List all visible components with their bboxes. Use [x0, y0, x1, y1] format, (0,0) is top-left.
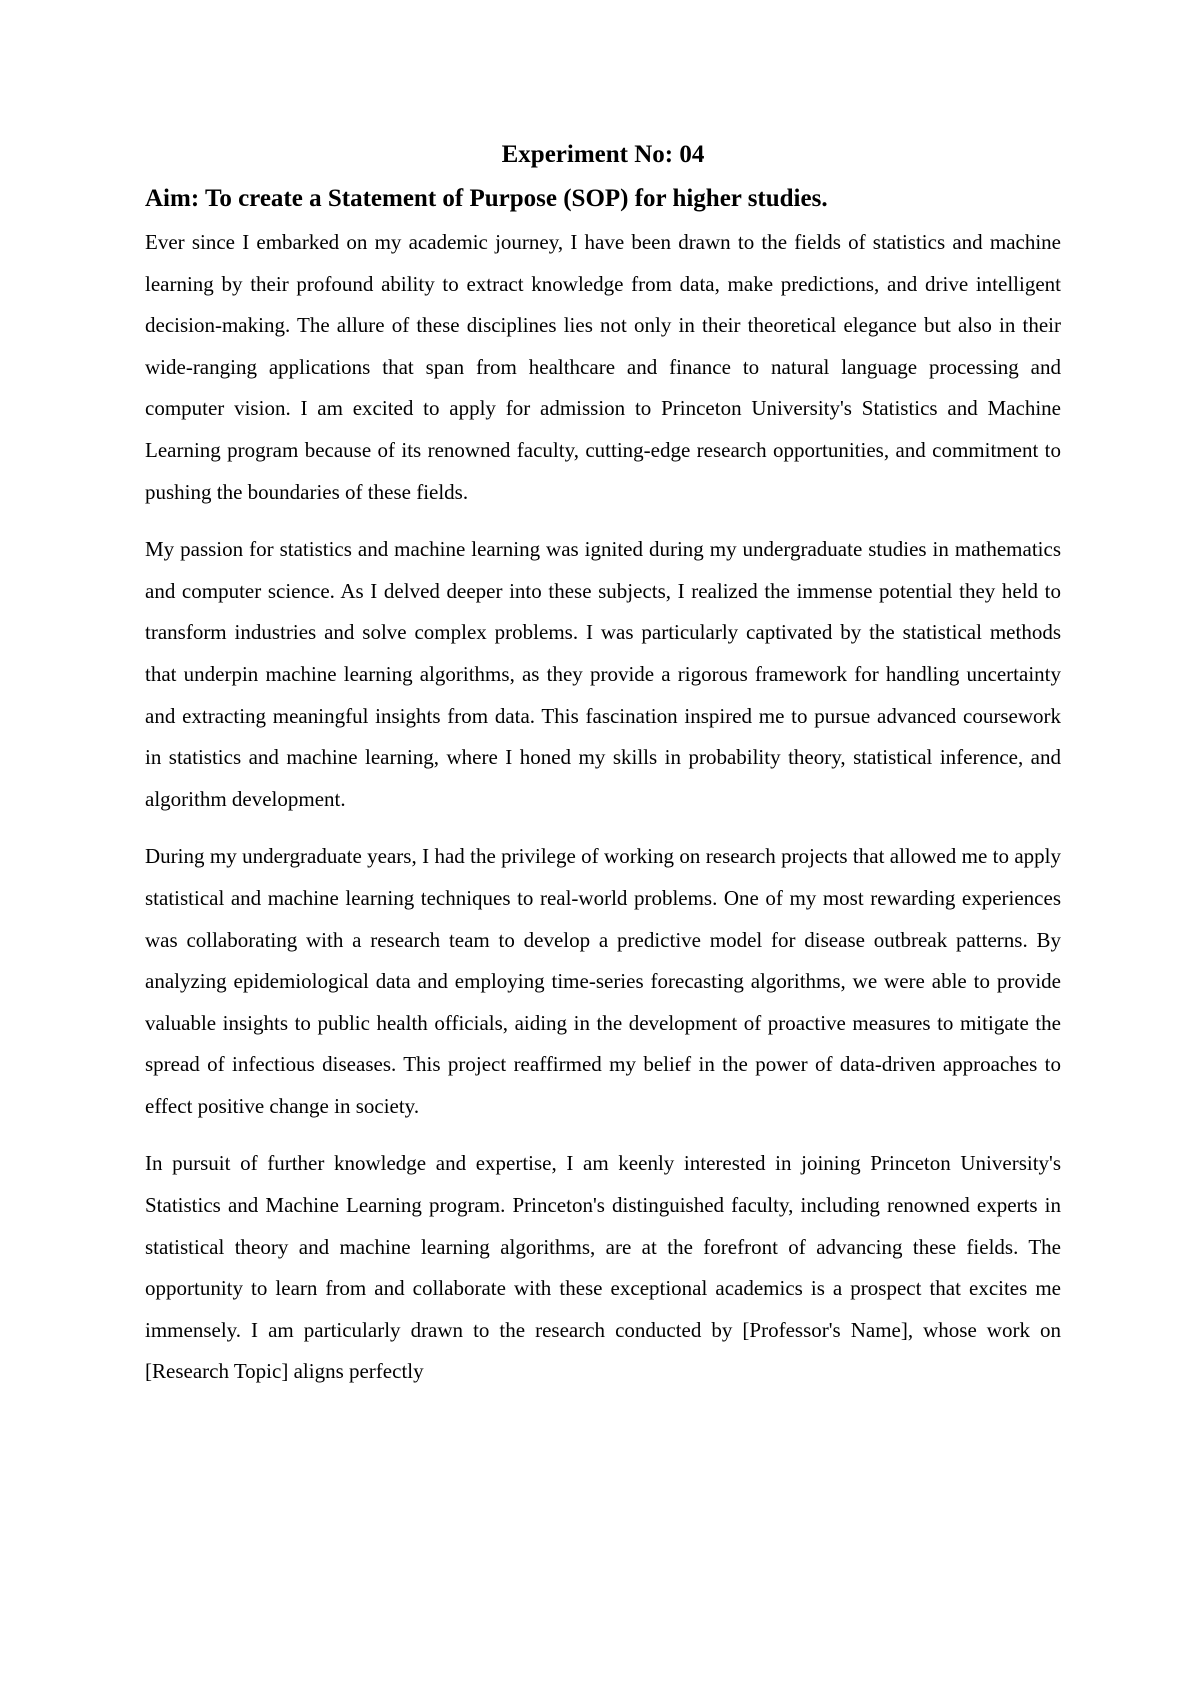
paragraph-3: During my undergraduate years, I had the privilege of working on research projects that allowed me to apply statistical and machine learning techniques to real-world problems. One of my most rewarding experiences was collaborating with a research team to develop a predictive model for disease outbreak patterns. By analyzing epidemiological data and employing time-series forecasting algorithms, we were able to provide valuable insights to public health officials, aiding in the development of proactive measures to mitigate the spread of infectious diseases. This project reaffirmed my belief in the power of data-driven approaches to effect positive change in society.: [145, 844, 1061, 1118]
aim-heading: Aim: To create a Statement of Purpose (SOP) for higher studies.: [145, 185, 828, 212]
paragraph-1: Ever since I embarked on my academic journey, I have been drawn to the fields of statistics and machine learning by their profound ability to extract knowledge from data, make predictions, and drive intelligent decision-making. The allure of these disciplines lies not only in their theoretical elegance but also in their wide-ranging applications that span from healthcare and finance to natural language processing and computer vision. I am excited to apply for admission to Princeton University's Statistics and Machine Learning program because of its renowned faculty, cutting-edge research opportunities, and commitment to pushing the boundaries of these fields.: [145, 230, 1061, 504]
experiment-title: Experiment No: 04: [501, 141, 705, 168]
paragraph-4: In pursuit of further knowledge and expertise, I am keenly interested in joining Princeton University's Statistics and Machine Learning program. Princeton's distinguished faculty, including renowned experts in statistical theory and machine learning algorithms, are at the forefront of advancing these fields. The opportunity to learn from and collaborate with these exceptional academics is a prospect that excites me immensely. I am particularly drawn to the research conducted by [Professor's Name], whose work on [Research Topic] aligns perfectly: [145, 1151, 1061, 1384]
paragraph-2: My passion for statistics and machine learning was ignited during my undergraduate studies in mathematics and computer science. As I delved deeper into these subjects, I realized the immense potential they held to transform industries and solve complex problems. I was particularly captivated by the statistical methods that underpin machine learning algorithms, as they provide a rigorous framework for handling uncertainty and extracting meaningful insights from data. This fascination inspired me to pursue advanced coursework in statistics and machine learning, where I honed my skills in probability theory, statistical inference, and algorithm development.: [145, 537, 1061, 811]
document-page: [145, 140, 1061, 1409]
